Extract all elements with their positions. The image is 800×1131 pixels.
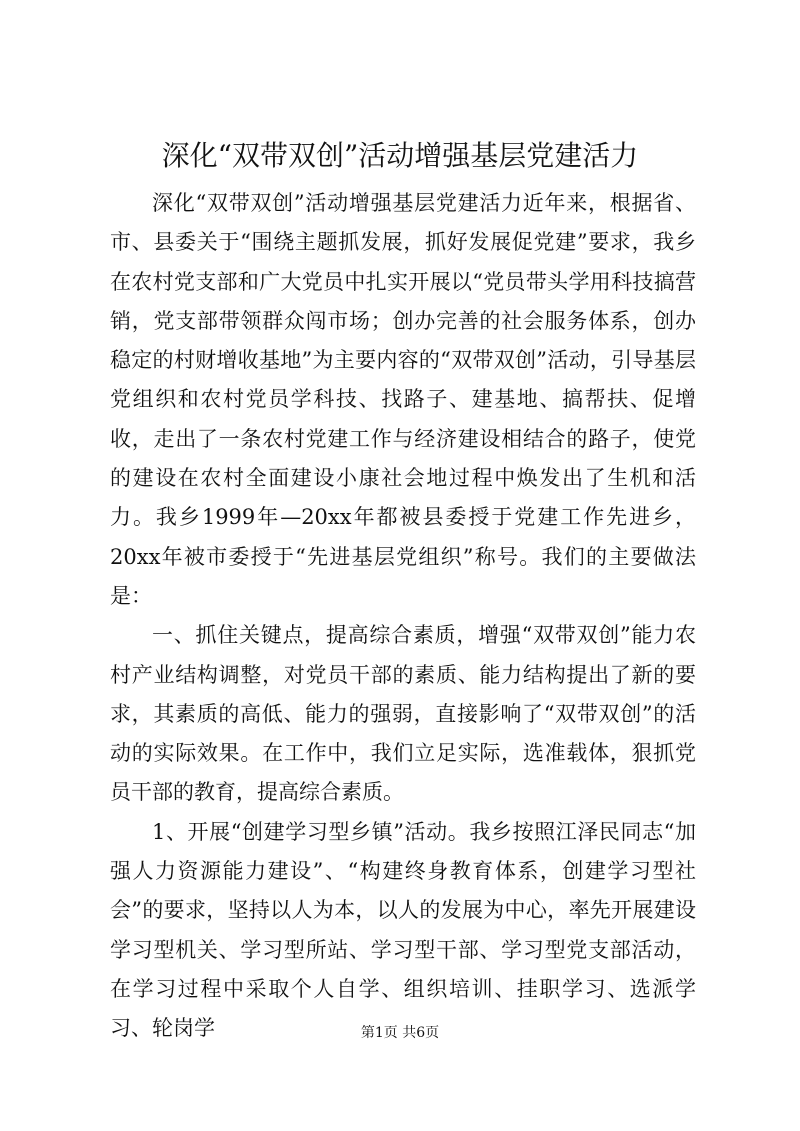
paragraph-section-one: 一、抓住关键点，提高综合素质，增强“双带双创”能力农村产业结构调整，对党员干部的素质、能力结构提出了新的要求，其素质的高低、能力的强弱，直接影响了“双带双创”的活动的实际效果。在工作中，我们立足实际，选准载体，狠抓党员干部的教育，提高综合素质。: [110, 623, 696, 805]
paragraph-item-one: 1、开展“创建学习型乡镇”活动。我乡按照江泽民同志“加强人力资源能力建设”、“构建终身教育体系，创建学习型社会”的要求，坚持以人为本，以人的发展为中心，率先开展建设学习型机关、学习型所站、学习型干部、学习型党支部活动，在学习过程中采取个人自学、组织培训、挂职学习、选派学习、轮岗学: [110, 819, 696, 1041]
document-title: 深化“双带双创”活动增强基层党建活力: [161, 139, 639, 172]
page-number-footer: 第1页 共6页: [360, 1025, 440, 1041]
document-body: [110, 184, 696, 1049]
paragraph-intro: 深化“双带双创”活动增强基层党建活力近年来，根据省、市、县委关于“围绕主题抓发展，抓好发展促党建”要求，我乡在农村党支部和广大党员中扎实开展以“党员带头学用科技搞营销，党支部带领群众闯市场；创办完善的社会服务体系，创办稳定的村财增收基地”为主要内容的“双带双创”活动，引导基层党组织和农村党员学科技、找路子、建基地、搞帮扶、促增收，走出了一条农村党建工作与经济建设相结合的路子，使党的建设在农村全面建设小康社会地过程中焕发出了生机和活力。我乡1999年—20xx年都被县委授于党建工作先进乡，20xx年被市委授于“先进基层党组织”称号。我们的主要做法是：: [110, 191, 696, 608]
